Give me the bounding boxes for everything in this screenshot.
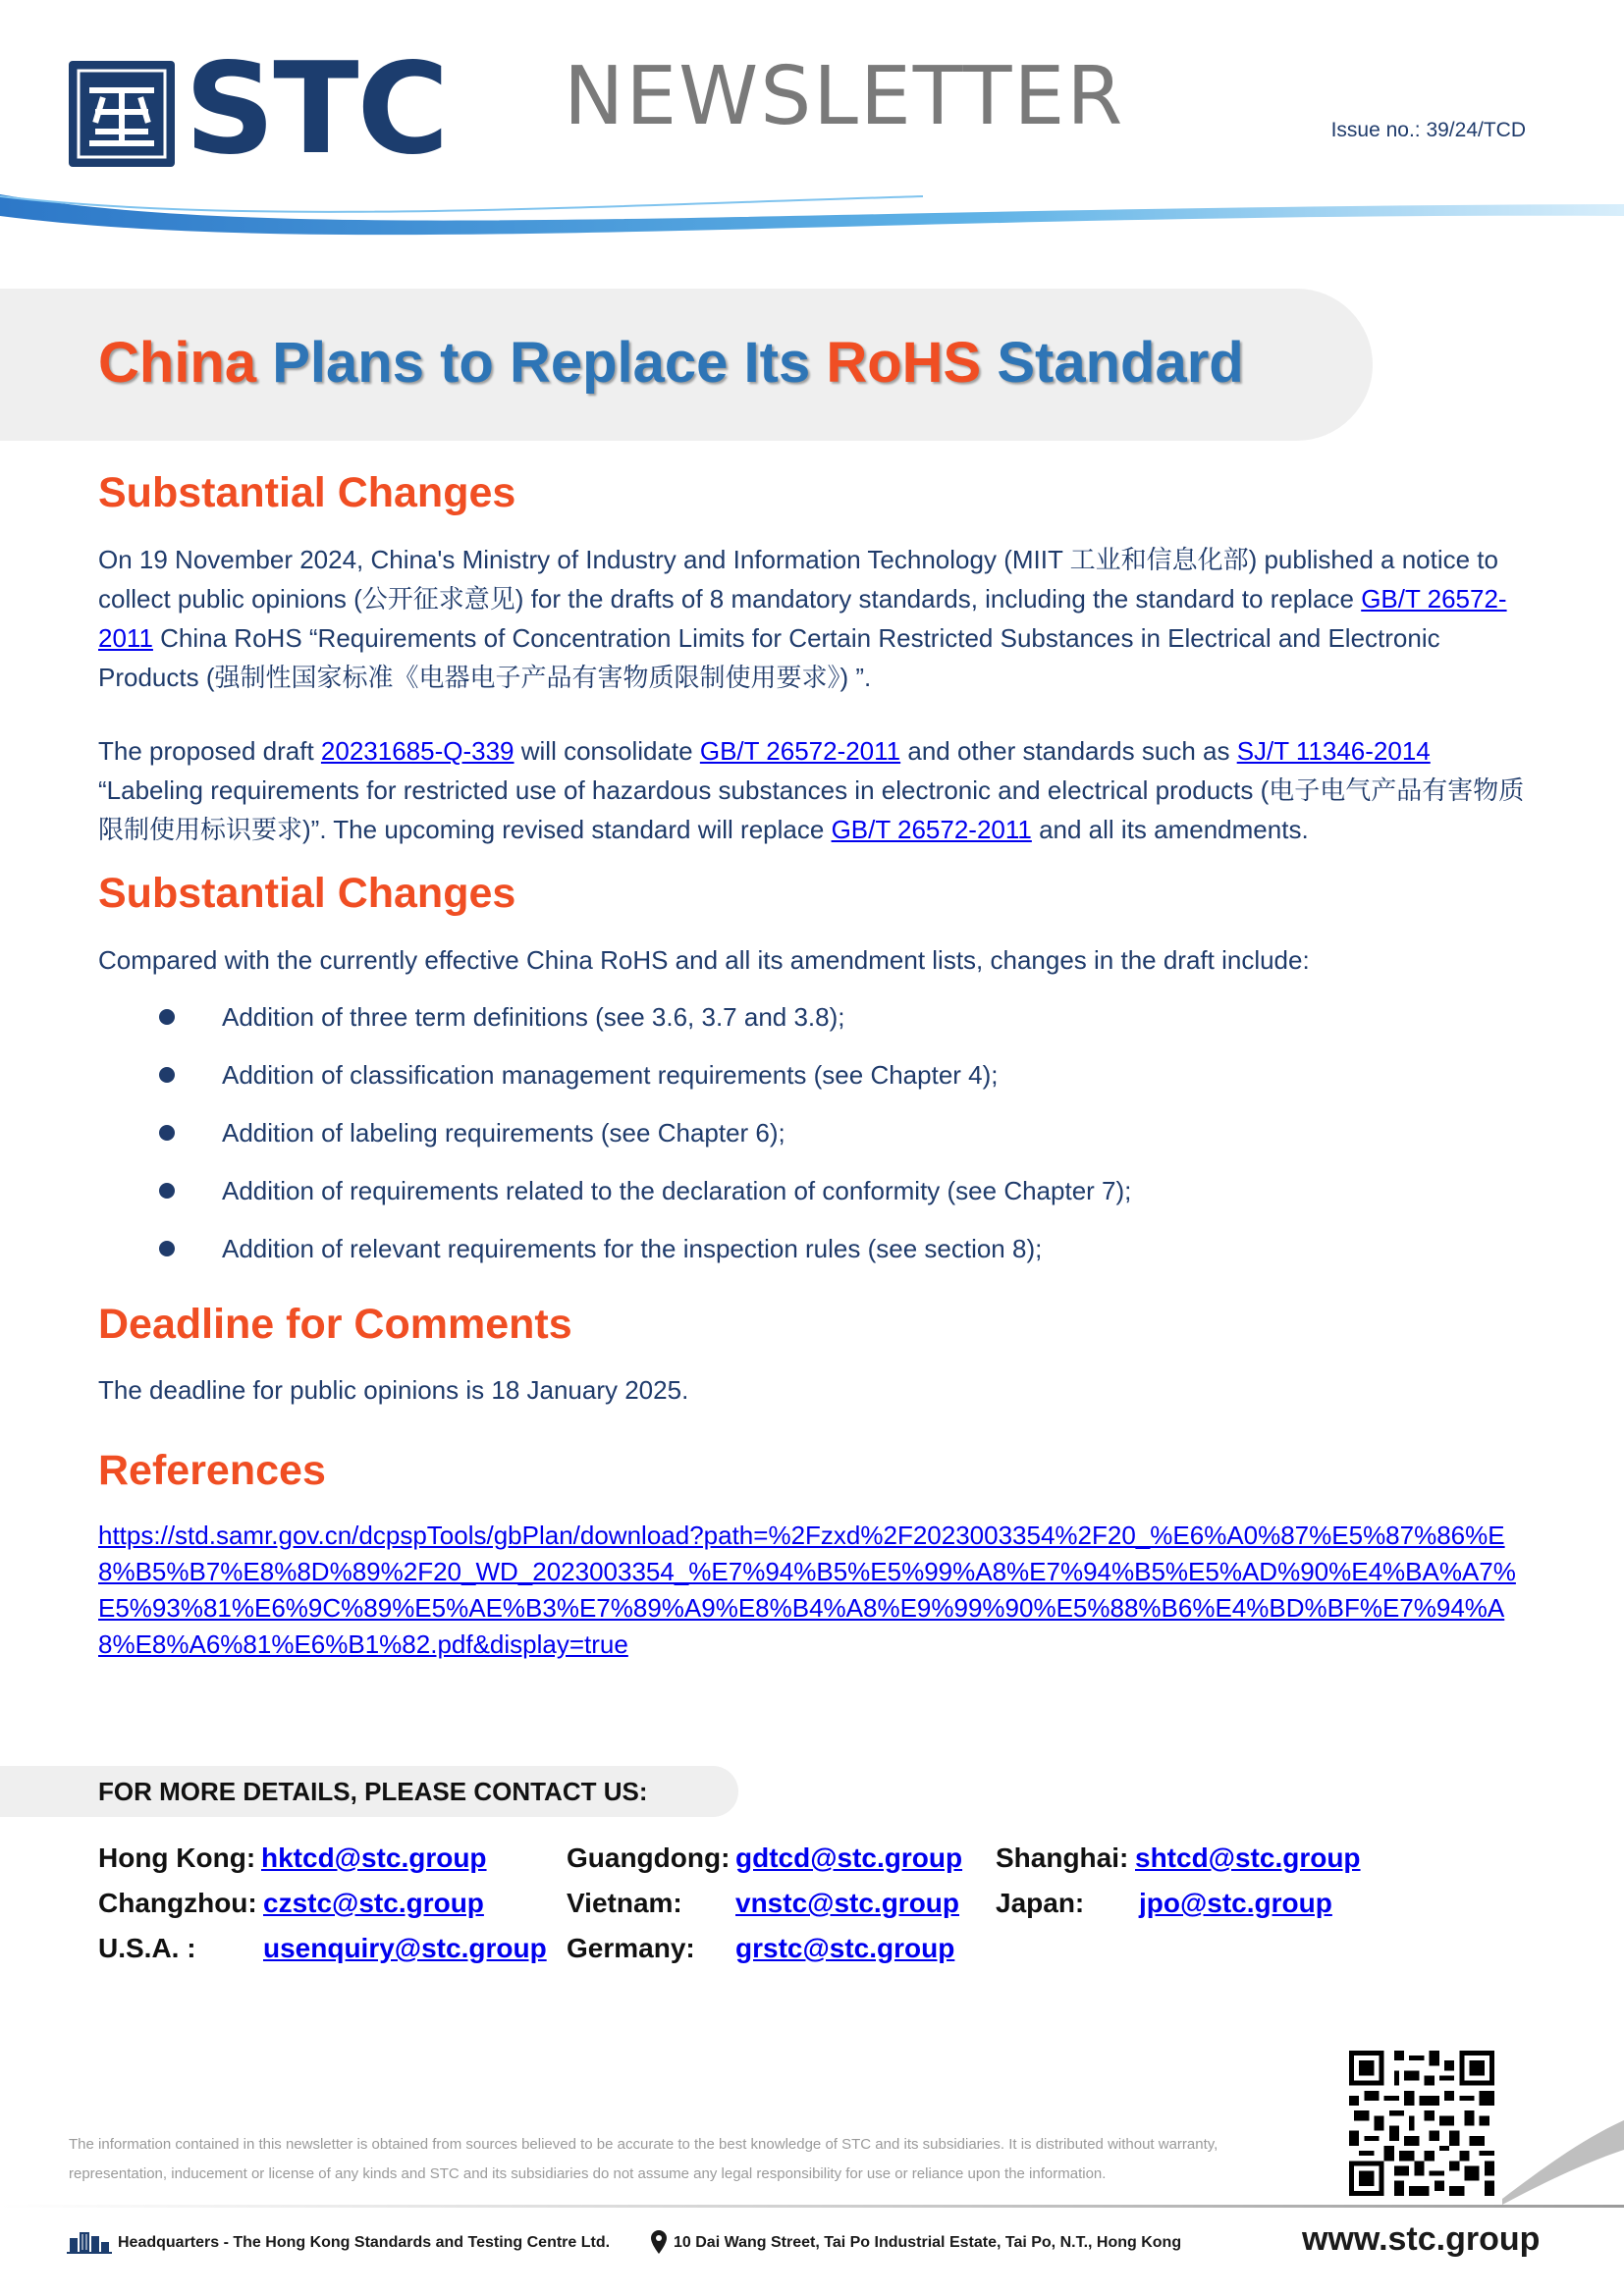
contact-email-link[interactable]: hktcd@stc.group	[261, 1842, 487, 1873]
title-part-china: China	[98, 331, 257, 395]
page-title	[98, 326, 1244, 400]
stc-emblem-icon	[69, 61, 175, 167]
paragraph-text: and all its amendments.	[1031, 815, 1309, 844]
title-part-rohs: RoHS	[826, 331, 982, 395]
title-part-end: Standard	[981, 331, 1244, 395]
bullet-icon	[159, 1183, 175, 1199]
contact-label: Shanghai:	[996, 1842, 1129, 1873]
contact-email-link[interactable]: gdtcd@stc.group	[735, 1842, 963, 1873]
references-block	[98, 1518, 1532, 1663]
section-heading-changes-1: Substantial Changes	[98, 469, 516, 516]
contact-email-link[interactable]: usenquiry@stc.group	[263, 1933, 547, 1963]
list-item-text: Addition of relevant requirements for the inspection rules (see section 8);	[222, 1234, 1043, 1263]
contact-email-link[interactable]: grstc@stc.group	[735, 1933, 955, 1963]
website-link[interactable]: www.stc.group	[1302, 2220, 1541, 2258]
location-pin-icon	[650, 2229, 668, 2255]
contact-hong-kong	[98, 1842, 550, 1878]
section-heading-changes-2: Substantial Changes	[98, 870, 516, 917]
paragraph-text: “Labeling requirements for restricted use of hazardous substances in electronic and electrical products (电子电气产品有害物质限制使用标识要求)”. The upcoming revised standard will replace	[98, 775, 1525, 844]
contact-title: FOR MORE DETAILS, PLEASE CONTACT US:	[98, 1777, 648, 1806]
list-item	[98, 1171, 1131, 1229]
paragraph-text: On 19 November 2024, China's Ministry of Industry and Information Technology (MIIT 工业和信息化部) published a notice to collect public opinions (公开征求意见) for the drafts of 8 mandatory standards, including the standard to replace	[98, 545, 1498, 614]
contact-label: Japan:	[996, 1888, 1085, 1918]
changes-list	[98, 997, 1131, 1287]
list-item-text: Addition of labeling requirements (see Chapter 6);	[222, 1118, 785, 1148]
contact-email-link[interactable]: czstc@stc.group	[263, 1888, 484, 1918]
link-gbt-26572[interactable]: GB/T 26572-2011	[98, 584, 1507, 653]
contact-guangdong	[567, 1842, 989, 1878]
contact-vietnam	[567, 1888, 989, 1923]
headquarters-address: 10 Dai Wang Street, Tai Po Industrial Estate, Tai Po, N.T., Hong Kong	[674, 2234, 1182, 2251]
contact-label: Germany:	[567, 1933, 695, 1963]
deadline-text: The deadline for public opinions is 18 January 2025.	[98, 1375, 689, 1405]
bullet-icon	[159, 1067, 175, 1083]
changes-intro: Compared with the currently effective China RoHS and all its amendment lists, changes in the draft include:	[98, 945, 1310, 975]
contact-label: Guangdong:	[567, 1842, 731, 1873]
contact-japan	[996, 1888, 1408, 1923]
issue-number: Issue no.: 39/24/TCD	[1330, 119, 1526, 141]
stc-logo-text: STC	[185, 36, 448, 183]
contact-email-link[interactable]: jpo@stc.group	[1139, 1888, 1332, 1918]
building-icon	[65, 2226, 114, 2256]
list-item	[98, 1113, 1131, 1171]
contact-label: Changzhou:	[98, 1888, 257, 1918]
link-draft-20231685[interactable]: 20231685-Q-339	[320, 736, 514, 766]
paragraph-text: and other standards such as	[900, 736, 1237, 766]
contact-shanghai	[996, 1842, 1408, 1878]
newsletter-heading: NEWSLETTER	[564, 50, 1125, 143]
list-item-text: Addition of classification management requirements (see Chapter 4);	[222, 1060, 999, 1090]
list-item	[98, 1055, 1131, 1113]
paragraph-draft	[98, 731, 1532, 849]
section-heading-references: References	[98, 1447, 326, 1494]
title-part-middle: Plans to Replace Its	[256, 331, 827, 395]
header-swoosh	[0, 167, 1624, 265]
contact-email-link[interactable]: vnstc@stc.group	[735, 1888, 960, 1918]
list-item	[98, 997, 1131, 1055]
contact-usa	[98, 1933, 560, 1968]
contact-germany	[567, 1933, 989, 1968]
qr-code-icon[interactable]	[1349, 2051, 1494, 2196]
stc-logo-mark	[69, 61, 175, 167]
list-item-text: Addition of requirements related to the declaration of conformity (see Chapter 7);	[222, 1176, 1132, 1205]
list-item-text: Addition of three term definitions (see 3.6, 3.7 and 3.8);	[222, 1002, 845, 1032]
paragraph-text: The proposed draft	[98, 736, 321, 766]
bullet-icon	[159, 1009, 175, 1025]
footer-swoosh	[1502, 2081, 1624, 2209]
link-gbt-26572[interactable]: GB/T 26572-2011	[831, 815, 1032, 844]
paragraph-intro	[98, 540, 1532, 697]
link-sjt-11346[interactable]: SJ/T 11346-2014	[1236, 736, 1431, 766]
headquarters-text: Headquarters - The Hong Kong Standards and Testing Centre Ltd.	[118, 2234, 611, 2251]
list-item	[98, 1229, 1131, 1287]
bullet-icon	[159, 1241, 175, 1256]
reference-link[interactable]: https://std.samr.gov.cn/dcpspTools/gbPlan/download?path=%2Fzxd%2F2023003354%2F20_%E6%A0%87%E5%87%86%E8%B5%B7%E8%8D%89%2F20_WD_2023003354_%E7%94%B5%E5%99%A8%E7%94%B5%E5%AD%90%E4%BA%A7%E5%93%81%E6%9C%89%E5%AE%B3%E7%89%A9%E8%B4%A8%E9%99%90%E5%88%B6%E4%BD%BF%E7%94%A8%E8%A6%81%E6%B1%82.pdf&display=true	[98, 1521, 1516, 1659]
contact-label: Hong Kong:	[98, 1842, 256, 1873]
contact-label: U.S.A. :	[98, 1933, 196, 1963]
disclaimer: The information contained in this newsletter is obtained from sources believed to be accurate to the best knowledge of STC and its subsidiaries. It is distributed without warranty, representation, inducement or license of any kinds and STC and its subsidiaries do not assume any legal responsibility for use or reliance upon the information.	[69, 2136, 1218, 2182]
contact-label: Vietnam:	[567, 1888, 682, 1918]
contact-email-link[interactable]: shtcd@stc.group	[1135, 1842, 1361, 1873]
paragraph-text: China RoHS “Requirements of Concentration Limits for Certain Restricted Substances in Electrical and Electronic Products (强制性国家标准《电器电子产品有害物质限制使用要求》) ”.	[98, 623, 1440, 692]
contact-changzhou	[98, 1888, 550, 1923]
paragraph-text: will consolidate	[514, 736, 700, 766]
link-gbt-26572[interactable]: GB/T 26572-2011	[699, 736, 901, 766]
bullet-icon	[159, 1125, 175, 1141]
section-heading-deadline: Deadline for Comments	[98, 1301, 572, 1348]
footer-divider	[0, 2205, 1624, 2208]
